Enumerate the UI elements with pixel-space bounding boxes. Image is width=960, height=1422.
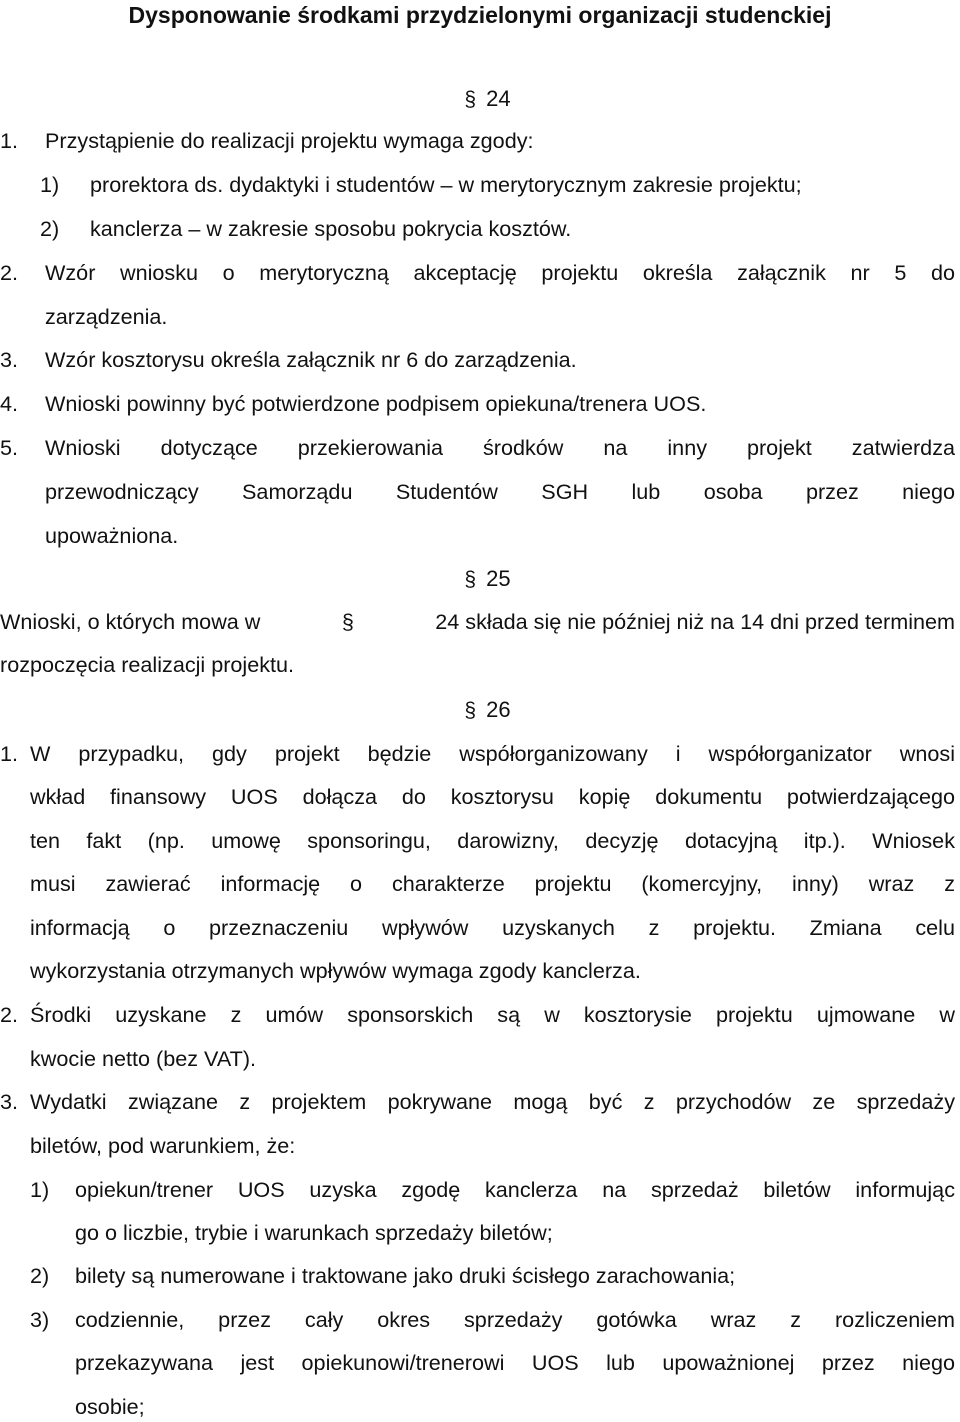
paragraph-line: [0, 607, 955, 637]
item-text-continued: wkład finansowy UOS dołącza do kosztorysu kopię dokumentu potwierdzającego: [30, 784, 955, 809]
item-number: 1.: [0, 741, 19, 766]
section-number: 26: [486, 697, 511, 722]
item-text-continued: wykorzystania otrzymanych wpływów wymaga zgody kanclerza.: [30, 958, 641, 983]
item-text-continued: musi zawierać informację o charakterze projektu (komercyjny, inny) wraz z: [30, 871, 955, 896]
item-text-continued: ten fakt (np. umowę sponsoringu, darowizny, decyzję dotacyjną itp.). Wniosek: [30, 828, 955, 853]
inline-section-sign: §: [341, 609, 354, 634]
paragraph-text: 24 składa się nie później niż na 14 dni przed terminem: [435, 609, 955, 634]
item-text: Przystąpienie do realizacji projektu wymaga zgody:: [45, 128, 534, 153]
subitem-text: opiekun/trener UOS uzyska zgodę kanclerza na sprzedaż biletów informując: [75, 1177, 955, 1202]
item-number: 3.: [0, 1089, 19, 1114]
subitem-text-continued: go o liczbie, trybie i warunkach sprzedaży biletów;: [75, 1220, 553, 1245]
subitem-text-continued: osobie;: [75, 1394, 145, 1419]
item-text-continued: zarządzenia.: [45, 304, 168, 329]
item-text: Środki uzyskane z umów sponsorskich są w kosztorysie projektu ujmowane w: [30, 1002, 955, 1027]
subitem-number: 2): [30, 1263, 50, 1288]
subitem-number: 3): [30, 1307, 50, 1332]
section-heading-25: [0, 564, 960, 595]
section-sign: §: [464, 699, 477, 722]
item-text: Wzór kosztorysu określa załącznik nr 6 do zarządzenia.: [45, 347, 577, 372]
item-text-continued: kwocie netto (bez VAT).: [30, 1046, 257, 1071]
item-number: 3.: [0, 347, 19, 372]
subitem-text: codziennie, przez cały okres sprzedaży gotówka wraz z rozliczeniem: [75, 1307, 955, 1332]
section-sign: §: [464, 568, 477, 591]
item-text: Wydatki związane z projektem pokrywane mogą być z przychodów ze sprzedaży: [30, 1089, 955, 1114]
section-number: 24: [486, 86, 511, 111]
subitem-number: 1): [30, 1177, 50, 1202]
subitem-text: kanclerza – w zakresie sposobu pokrycia kosztów.: [90, 216, 572, 241]
item-text-continued: upoważniona.: [45, 523, 179, 548]
item-text: Wnioski powinny być potwierdzone podpisem opiekuna/trenera UOS.: [45, 391, 707, 416]
item-text-continued: przewodniczący Samorządu Studentów SGH lub osoba przez niego: [45, 479, 955, 504]
item-number: 4.: [0, 391, 19, 416]
subitem-number: 1): [40, 172, 60, 197]
paragraph-text: rozpoczęcia realizacji projektu.: [0, 652, 295, 677]
section-sign: §: [464, 88, 477, 111]
section-heading-24: [0, 84, 960, 115]
item-number: 2.: [0, 260, 19, 285]
item-text: W przypadku, gdy projekt będzie współorganizowany i współorganizator wnosi: [30, 741, 955, 766]
item-text: Wzór wniosku o merytoryczną akceptację projektu określa załącznik nr 5 do: [45, 260, 955, 285]
subitem-number: 2): [40, 216, 60, 241]
subitem-text-continued: przekazywana jest opiekunowi/trenerowi UOS lub upoważnionej przez niego: [75, 1350, 955, 1375]
subitem-text: bilety są numerowane i traktowane jako druki ścisłego zarachowania;: [75, 1263, 736, 1288]
subitem-text: prorektora ds. dydaktyki i studentów – w merytorycznym zakresie projektu;: [90, 172, 802, 197]
item-text-continued: biletów, pod warunkiem, że:: [30, 1133, 296, 1158]
item-text: Wnioski dotyczące przekierowania środków na inny projekt zatwierdza: [45, 435, 955, 460]
section-number: 25: [486, 566, 511, 591]
page-title: Dysponowanie środkami przydzielonymi organizacji studenckiej: [128, 2, 832, 28]
section-heading-26: [0, 695, 960, 726]
item-number: 2.: [0, 1002, 19, 1027]
item-number: 1.: [0, 128, 19, 153]
item-text-continued: informacją o przeznaczeniu wpływów uzyskanych z projektu. Zmiana celu: [30, 915, 955, 940]
item-number: 5.: [0, 435, 19, 460]
paragraph-text: Wnioski, o których mowa w: [0, 609, 261, 634]
